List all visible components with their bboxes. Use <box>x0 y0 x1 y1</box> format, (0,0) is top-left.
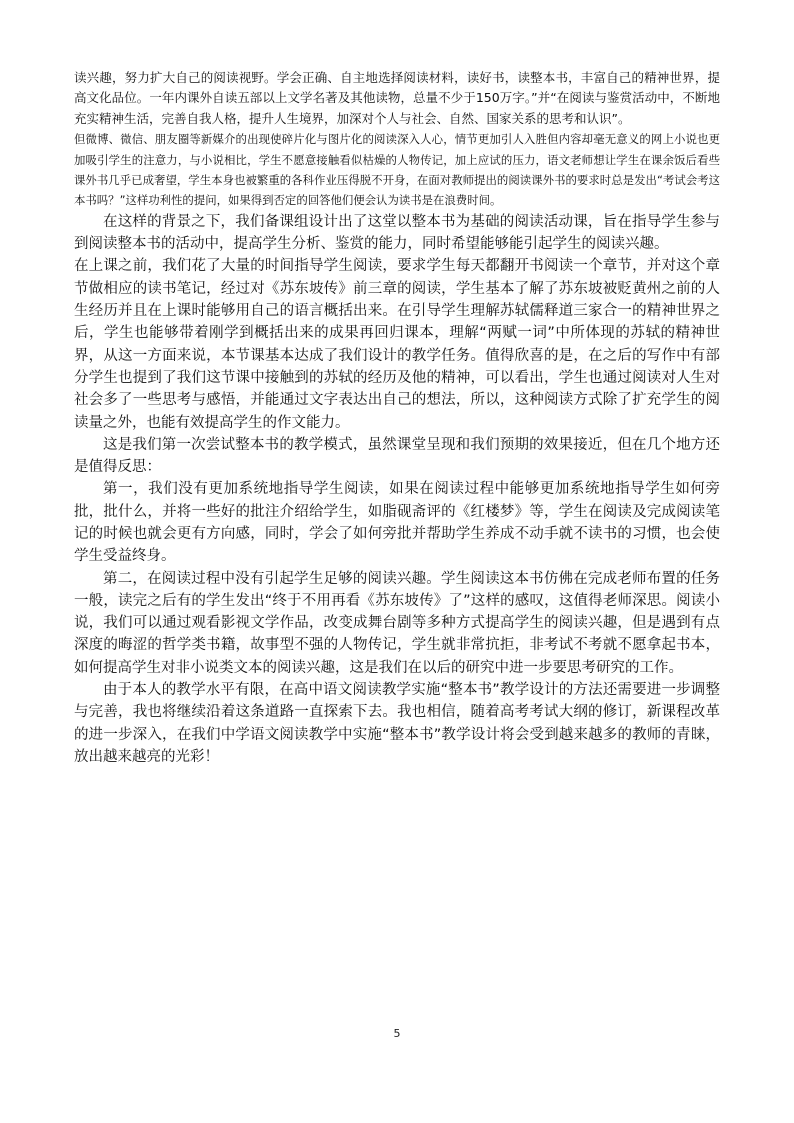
paragraph-pre-class-guidance: 在上课之前，我们花了大量的时间指导学生阅读，要求学生每天都翻开书阅读一个章节，并对这个章节做相应的读书笔记，经过对《苏东坡传》前三章的阅读，学生基本了解了苏东坡被贬黄州之前的人生经历并且在上课时能够用自己的语言概括出来。在引导学生理解苏轼儒释道三家合一的精神世界之后，学生也能够带着刚学到概括出来的成果再回归课本，理解“两赋一词”中所体现的苏轼的精神世界，从这一方面来说，本节课基本达成了我们设计的教学任务。值得欣喜的是，在之后的写作中有部分学生也提到了我们这节课中接触到的苏轼的经历及他的精神，可以看出，学生也通过阅读对人生对社会多了一些思考与感悟，并能通过文字表达出自己的想法，所以，这种阅读方式除了扩充学生的阅读量之外，也能有效提高学生的作文能力。 <box>74 258 720 431</box>
paragraph-reflection-first: 第一，我们没有更加系统地指导学生阅读，如果在阅读过程中能够更加系统地指导学生如何旁批，批什么，并将一些好的批注介绍给学生，如脂砚斋评的《红楼梦》等，学生在阅读及完成阅读笔记的时候也就会更有方向感，同时，学会了如何旁批并帮助学生养成不动手就不读书的习惯，也会使学生受益终身。 <box>74 481 720 565</box>
document-page <box>74 68 720 768</box>
paragraph-media-impact: 但微博、微信、朋友圈等新媒介的出现使碎片化与图片化的阅读深入人心，情节更加引人入胜但内容却毫无意义的网上小说也更加吸引学生的注意力，与小说相比，学生不愿意接触看似枯燥的人物传记，加上应试的压力，语文老师想让学生在课余饭后看些课外书几乎已成奢望，学生本身也被繁重的各科作业压得脱不开身，在面对教师提出的阅读课外书的要求时总是发出“考试会考这本书吗？”这样功利性的提问，如果得到否定的回答他们便会认为读书是在浪费时间。 <box>74 132 720 208</box>
paragraph-reading-goals: 读兴趣，努力扩大自己的阅读视野。学会正确、自主地选择阅读材料，读好书，读整本书，丰富自己的精神世界，提高文化品位。一年内课外自读五部以上文学名著及其他读物，总量不少于150万字。”并“在阅读与鉴赏活动中，不断地充实精神生活，完善自我人格，提升人生境界，加深对个人与社会、自然、国家关系的思考和认识”。 <box>74 70 720 126</box>
paragraph-reflection-intro: 这是我们第一次尝试整本书的教学模式，虽然课堂呈现和我们预期的效果接近，但在几个地方还是值得反思： <box>74 436 720 476</box>
page-number: 5 <box>393 1027 401 1040</box>
paragraph-lesson-design: 在这样的背景之下，我们备课组设计出了这堂以整本书为基础的阅读活动课，旨在指导学生参与到阅读整本书的活动中，提高学生分析、鉴赏的能力，同时希望能够能引起学生的阅读兴趣。 <box>74 213 720 253</box>
paragraph-conclusion: 由于本人的教学水平有限，在高中语文阅读教学实施“整本书”教学设计的方法还需要进一步调整与完善，我也将继续沿着这条道路一直探索下去。我也相信，随着高考考试大纲的修订，新课程改革的进一步深入，在我们中学语文阅读教学中实施“整本书”教学设计将会受到越来越多的教师的青睐，放出越来越亮的光彩！ <box>74 682 720 765</box>
paragraph-reflection-second: 第二，在阅读过程中没有引起学生足够的阅读兴趣。学生阅读这本书仿佛在完成老师布置的任务一般，读完之后有的学生发出“终于不用再看《苏东坡传》了”这样的感叹，这值得老师深思。阅读小说，我们可以通过观看影视文学作品，改变成舞台剧等多种方式提高学生的阅读兴趣，但是遇到有点深度的晦涩的哲学类书籍，故事型不强的人物传记，学生就非常抗拒，非考试不考就不愿拿起书本，如何提高学生对非小说类文本的阅读兴趣，这是我们在以后的研究中进一步要思考研究的工作。 <box>74 570 720 676</box>
